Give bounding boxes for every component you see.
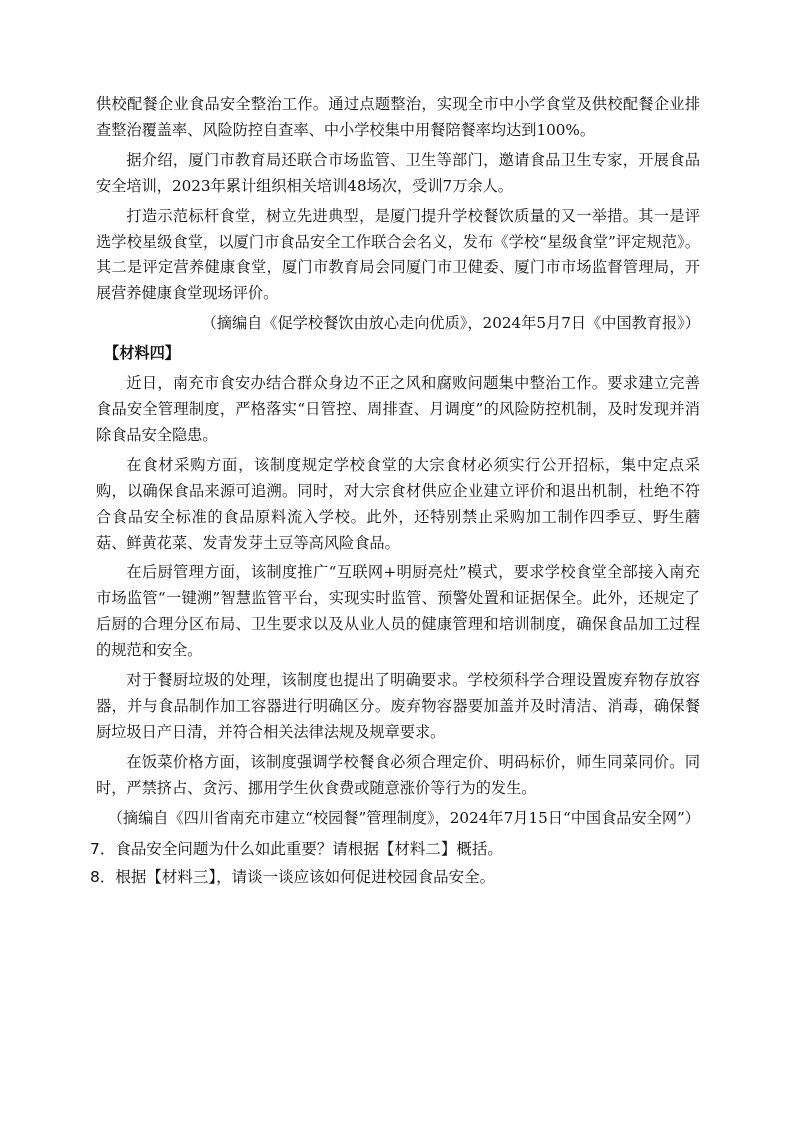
material4-paragraph-3: 在后厨管理方面，该制度推广“互联网+明厨亮灶”模式，要求学校食堂全部接入南充市场监管“一键溯”智慧监管平台，实现实时监管、预警处置和证据保全。此外，还规定了后厨的合理分区布局、卫生要求以及从业人员的健康管理和培训制度，确保食品加工过程的规范和安全。 <box>96 563 700 660</box>
material4-heading: 【材料四】 <box>104 344 180 363</box>
material4-paragraph-2: 在食材采购方面，该制度规定学校食堂的大宗食材必须实行公开招标，集中定点采购，以确保食品来源可追溯。同时，对大宗食材供应企业建立评价和退出机制，杜绝不符合食品安全标准的食品原料流入学校。此外，还特别禁止采购加工制作四季豆、野生蘑菇、鲜黄花菜、发青发芽土豆等高风险食品。 <box>96 455 700 552</box>
material4-paragraph-5: 在饭菜价格方面，该制度强调学校餐食必须合理定价、明码标价，师生同菜同价。同时，严禁挤占、贪污、挪用学生伙食费或随意涨价等行为的发生。 <box>96 752 700 797</box>
material4-source: （摘编自《四川省南充市建立“校园餐”管理制度》，2024年7月15日“中国食品安全网”） <box>107 808 700 827</box>
material4-paragraph-1: 近日，南充市食安办结合群众身边不正之风和腐败问题集中整治工作。要求建立完善食品安全管理制度，严格落实“日管控、周排查、月调度”的风险防控机制，及时发现并消除食品安全隐患。 <box>96 374 700 444</box>
material3-paragraph-1: 供校配餐企业食品安全整治工作。通过点题整治，实现全市中小学食堂及供校配餐企业排查整治覆盖率、风险防控自查率、中小学校集中用餐陪餐率均达到100%。 <box>96 95 700 139</box>
question-8: 8．根据【材料三】，请谈一谈应该如何促进校园食品安全。 <box>90 868 496 887</box>
document-page <box>90 92 700 891</box>
material3-paragraph-3: 打造示范标杆食堂，树立先进典型，是厦门提升学校餐饮质量的又一举措。其一是评选学校星级食堂，以厦门市食品安全工作联合会名义，发布《学校“星级食堂”评定规范》。其二是评定营养健康食堂，厦门市教育局会同厦门市卫健委、厦门市市场监督管理局，开展营养健康食堂现场评价。 <box>96 206 700 303</box>
question-7: 7．食品安全问题为什么如此重要？请根据【材料二】概括。 <box>90 840 503 859</box>
material4-paragraph-4: 对于餐厨垃圾的处理，该制度也提出了明确要求。学校须科学合理设置废弃物存放容器，并与食品制作加工容器进行明确区分。废弃物容器要加盖并及时清洁、消毒，确保餐厨垃圾日产日清，并符合相关法律法规及规章要求。 <box>96 671 700 741</box>
material3-source: （摘编自《促学校餐饮由放心走向优质》，2024年5月7日《中国教育报》） <box>201 314 700 333</box>
material3-paragraph-2: 据介绍，厦门市教育局还联合市场监管、卫生等部门，邀请食品卫生专家，开展食品安全培训，2023年累计组织相关培训48场次，受训7万余人。 <box>96 150 700 195</box>
